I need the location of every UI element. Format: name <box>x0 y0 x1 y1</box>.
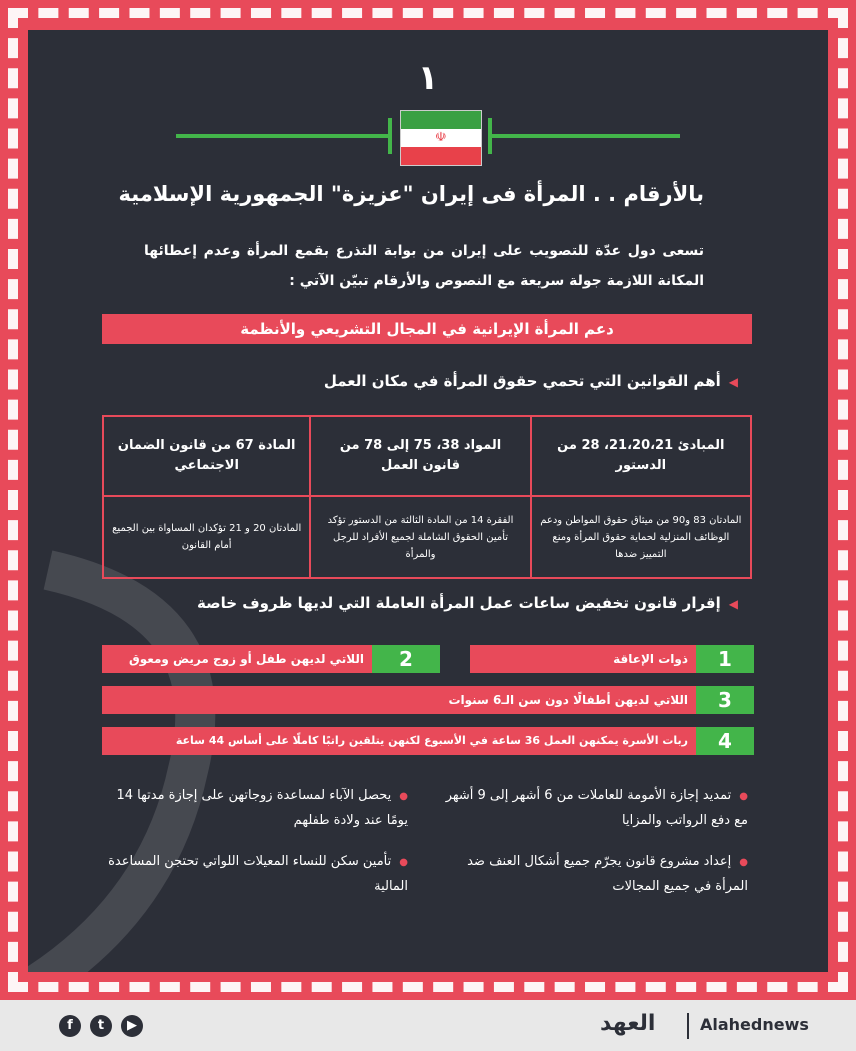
iran-flag-icon: ☫ <box>400 110 482 166</box>
note-text: إعداد مشروع قانون يجرّم جميع أشكال العنف ضد المرأة في جميع المجالات <box>467 854 748 894</box>
brand-logo-ar: العهد <box>600 1011 656 1036</box>
bullet-dot-icon: ● <box>399 791 408 802</box>
infographic-number: ١ <box>417 58 439 98</box>
note-item <box>432 784 748 833</box>
note-text: تمديد إجازة الأمومة للعاملات من 6 أشهر إلى 9 أشهر مع دفع الرواتب والمزايا <box>445 788 748 828</box>
bullet-dot-icon: ● <box>739 791 748 802</box>
twitter-icon[interactable]: t <box>90 1015 112 1037</box>
table-cell: الفقرة 14 من المادة الثالثة من الدستور تؤكد تأمين الحقوق الشاملة لجميع الأفراد للرجل والمرأة <box>310 496 530 578</box>
table-cell: المادتان 83 و90 من ميثاق حقوق المواطن ودعم الوظائف المنزلية لحماية حقوق المرأة ومنع التمييز ضدها <box>531 496 751 578</box>
intro-text: تسعى دول عدّة للتصويب على إيران من بوابة التذرع بقمع المرأة وعدم إعطائها المكانة اللازمة جولة سريعة مع النصوص والأرقام تبيّن الآتي : <box>144 243 704 289</box>
category-bar-3: اللاتي لديهن أطفالًا دون سن الـ6 سنوات <box>102 686 696 714</box>
divider-right <box>492 134 680 138</box>
category-number-4: 4 <box>696 727 754 755</box>
table-header-cell: المواد 38، 75 إلى 78 من قانون العمل <box>310 416 530 496</box>
note-item <box>432 850 748 899</box>
divider-tick-right <box>488 118 492 154</box>
note-text: يحصل الآباء لمساعدة زوجاتهن على إجازة مدتها 14 يومًا عند ولادة طفلهم <box>116 788 408 828</box>
watermark-logo <box>28 550 248 972</box>
laws-heading-text: أهم القوانين التي تحمي حقوق المرأة في مكان العمل <box>323 372 721 390</box>
triangle-bullet-icon: ◀ <box>728 375 738 389</box>
table-header-cell: المادة 67 من قانون الضمان الاجتماعي <box>103 416 310 496</box>
category-bar-1: ذوات الإعاقة <box>470 645 696 673</box>
hours-heading <box>197 594 738 612</box>
bullet-dot-icon: ● <box>399 857 408 868</box>
hours-heading-text: إقرار قانون تخفيض ساعات عمل المرأة العاملة التي لديها ظروف خاصة <box>197 594 721 612</box>
section-title: دعم المرأة الإيرانية في المجال التشريعي والأنظمة <box>102 314 752 344</box>
category-number-3: 3 <box>696 686 754 714</box>
laws-heading <box>324 372 738 390</box>
youtube-icon[interactable]: ▶ <box>121 1015 143 1037</box>
page-title: بالأرقام . . المرأة فى إيران "عزيزة" الجمهورية الإسلامية <box>118 182 704 206</box>
note-item <box>92 850 408 899</box>
category-number-1: 1 <box>696 645 754 673</box>
bullet-dot-icon: ● <box>739 857 748 868</box>
note-item <box>92 784 408 833</box>
divider-tick-left <box>388 118 392 154</box>
table-header-cell: المبادئ 21،20،21، 28 من الدستور <box>531 416 751 496</box>
note-text: تأمين سكن للنساء المعيلات اللواتي تحتجن المساعدة المالية <box>108 854 408 894</box>
category-bar-2: اللاتي لديهن طفل أو زوج مريض ومعوق <box>102 645 372 673</box>
brand-name: Alahednews <box>700 1015 809 1034</box>
category-number-2: 2 <box>372 645 440 673</box>
divider-left <box>176 134 390 138</box>
facebook-icon[interactable]: f <box>59 1015 81 1037</box>
brand-separator <box>687 1013 689 1039</box>
triangle-bullet-icon: ◀ <box>728 597 738 611</box>
table-cell: المادتان 20 و 21 تؤكدان المساواة بين الجميع أمام القانون <box>103 496 310 578</box>
laws-table <box>102 415 752 579</box>
category-bar-4: ربات الأسرة يمكنهن العمل 36 ساعة في الأسبوع لكنهن يتلقين راتبًا كاملًا على أساس 44 ساعة <box>102 727 696 755</box>
